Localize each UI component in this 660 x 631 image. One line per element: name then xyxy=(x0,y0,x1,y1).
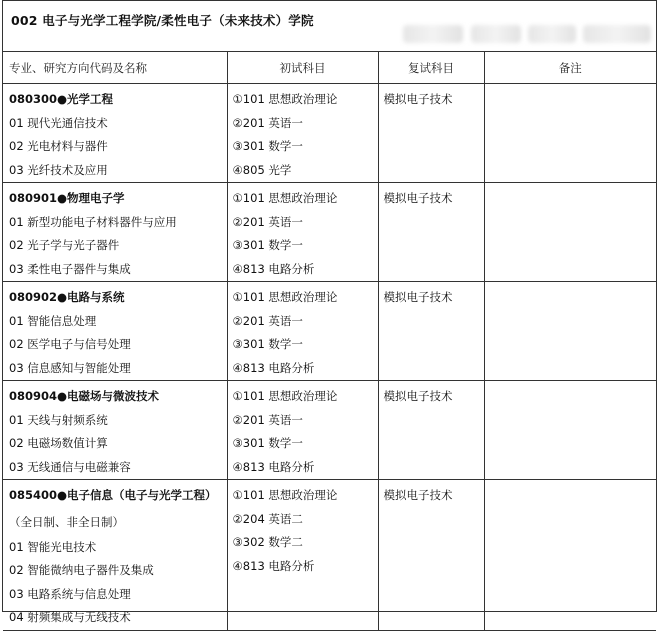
research-direction: 01 现代光通信技术 xyxy=(9,115,108,130)
header-initial-subjects: 初试科目 xyxy=(227,52,378,84)
major-name: 080901●物理电子学 xyxy=(9,191,125,205)
program-table xyxy=(3,52,656,631)
research-direction: 04 射频集成与无线技术 xyxy=(9,610,131,624)
header-major: 专业、研究方向代码及名称 xyxy=(3,52,227,84)
header-row xyxy=(3,52,656,84)
research-direction: 03 柔性电子器件与集成 xyxy=(9,261,131,276)
table-row xyxy=(3,282,656,381)
exam-subject: ③301 数学一 xyxy=(232,436,303,450)
exam-subject: ①101 思想政治理论 xyxy=(232,389,338,403)
research-direction: 03 光纤技术及应用 xyxy=(9,162,108,177)
retest-subject-cell xyxy=(378,282,484,381)
exam-subject: ②201 英语一 xyxy=(232,214,303,229)
exam-subject: ③301 数学一 xyxy=(232,139,303,153)
table-row xyxy=(3,480,656,631)
research-direction: 01 智能信息处理 xyxy=(9,313,97,328)
major-cell xyxy=(3,282,227,381)
title-bar xyxy=(3,1,656,52)
exam-subject: ②201 英语一 xyxy=(232,115,303,130)
research-direction: 03 无线通信与电磁兼容 xyxy=(9,459,131,474)
research-direction: 03 电路系统与信息处理 xyxy=(9,586,131,601)
exam-subject: ②201 英语一 xyxy=(232,412,303,427)
research-direction: 01 新型功能电子材料器件与应用 xyxy=(9,214,177,229)
major-name: 080300●光学工程 xyxy=(9,92,114,106)
school-title: 002 电子与光学工程学院/柔性电子（未来技术）学院 xyxy=(11,13,314,28)
notes-cell xyxy=(484,381,656,480)
exam-subject: ④813 电路分析 xyxy=(232,459,315,474)
notes-cell xyxy=(484,183,656,282)
initial-subjects-cell xyxy=(227,84,378,183)
exam-subject: ①101 思想政治理论 xyxy=(232,488,338,502)
table-row xyxy=(3,381,656,480)
blurred-watermark xyxy=(403,25,463,43)
exam-subject: ①101 思想政治理论 xyxy=(232,290,338,304)
retest-subject: 模拟电子技术 xyxy=(383,92,453,106)
exam-subject: ④805 光学 xyxy=(232,162,292,177)
research-direction: 02 智能微纳电子器件及集成 xyxy=(9,563,154,577)
exam-subject: ④813 电路分析 xyxy=(232,360,315,375)
research-direction: 02 光电材料与器件 xyxy=(9,139,108,153)
exam-subject: ③301 数学一 xyxy=(232,337,303,351)
major-name: 080904●电磁场与微波技术 xyxy=(9,389,160,403)
blurred-watermark xyxy=(583,25,651,43)
initial-subjects-cell xyxy=(227,480,378,631)
blurred-watermark xyxy=(471,25,521,43)
exam-subject: ④813 电路分析 xyxy=(232,261,315,276)
major-name: 085400●电子信息（电子与光学工程） xyxy=(9,488,217,502)
retest-subject-cell xyxy=(378,183,484,282)
initial-subjects-cell xyxy=(227,183,378,282)
major-cell xyxy=(3,480,227,631)
major-cell xyxy=(3,84,227,183)
retest-subject-cell xyxy=(378,381,484,480)
major-cell xyxy=(3,381,227,480)
blurred-watermark xyxy=(528,25,576,43)
retest-subject-cell xyxy=(378,84,484,183)
research-direction: 01 智能光电技术 xyxy=(9,539,97,554)
research-direction: 03 信息感知与智能处理 xyxy=(9,360,131,375)
initial-subjects-cell xyxy=(227,282,378,381)
research-direction: 02 电磁场数值计算 xyxy=(9,436,108,450)
admissions-table-sheet xyxy=(2,0,657,624)
notes-cell xyxy=(484,282,656,381)
exam-subject: ③301 数学一 xyxy=(232,238,303,252)
table-row xyxy=(3,84,656,183)
retest-subject: 模拟电子技术 xyxy=(383,191,453,205)
major-name: 080902●电路与系统 xyxy=(9,290,125,304)
exam-subject: ①101 思想政治理论 xyxy=(232,92,338,106)
table-row xyxy=(3,183,656,282)
notes-cell xyxy=(484,480,656,631)
retest-subject-cell xyxy=(378,480,484,631)
exam-subject: ②201 英语一 xyxy=(232,313,303,328)
exam-subject: ②204 英语二 xyxy=(232,511,303,526)
retest-subject: 模拟电子技术 xyxy=(383,389,453,403)
retest-subject: 模拟电子技术 xyxy=(383,488,453,502)
major-cell xyxy=(3,183,227,282)
exam-subject: ③302 数学二 xyxy=(232,535,303,549)
research-direction: 01 天线与射频系统 xyxy=(9,412,108,427)
study-mode: （全日制、非全日制） xyxy=(9,514,124,529)
notes-cell xyxy=(484,84,656,183)
initial-subjects-cell xyxy=(227,381,378,480)
exam-subject: ①101 思想政治理论 xyxy=(232,191,338,205)
research-direction: 02 光子学与光子器件 xyxy=(9,238,120,252)
header-notes: 备注 xyxy=(484,52,656,84)
research-direction: 02 医学电子与信号处理 xyxy=(9,337,131,351)
exam-subject: ④813 电路分析 xyxy=(232,558,315,573)
retest-subject: 模拟电子技术 xyxy=(383,290,453,304)
header-retest-subjects: 复试科目 xyxy=(378,52,484,84)
